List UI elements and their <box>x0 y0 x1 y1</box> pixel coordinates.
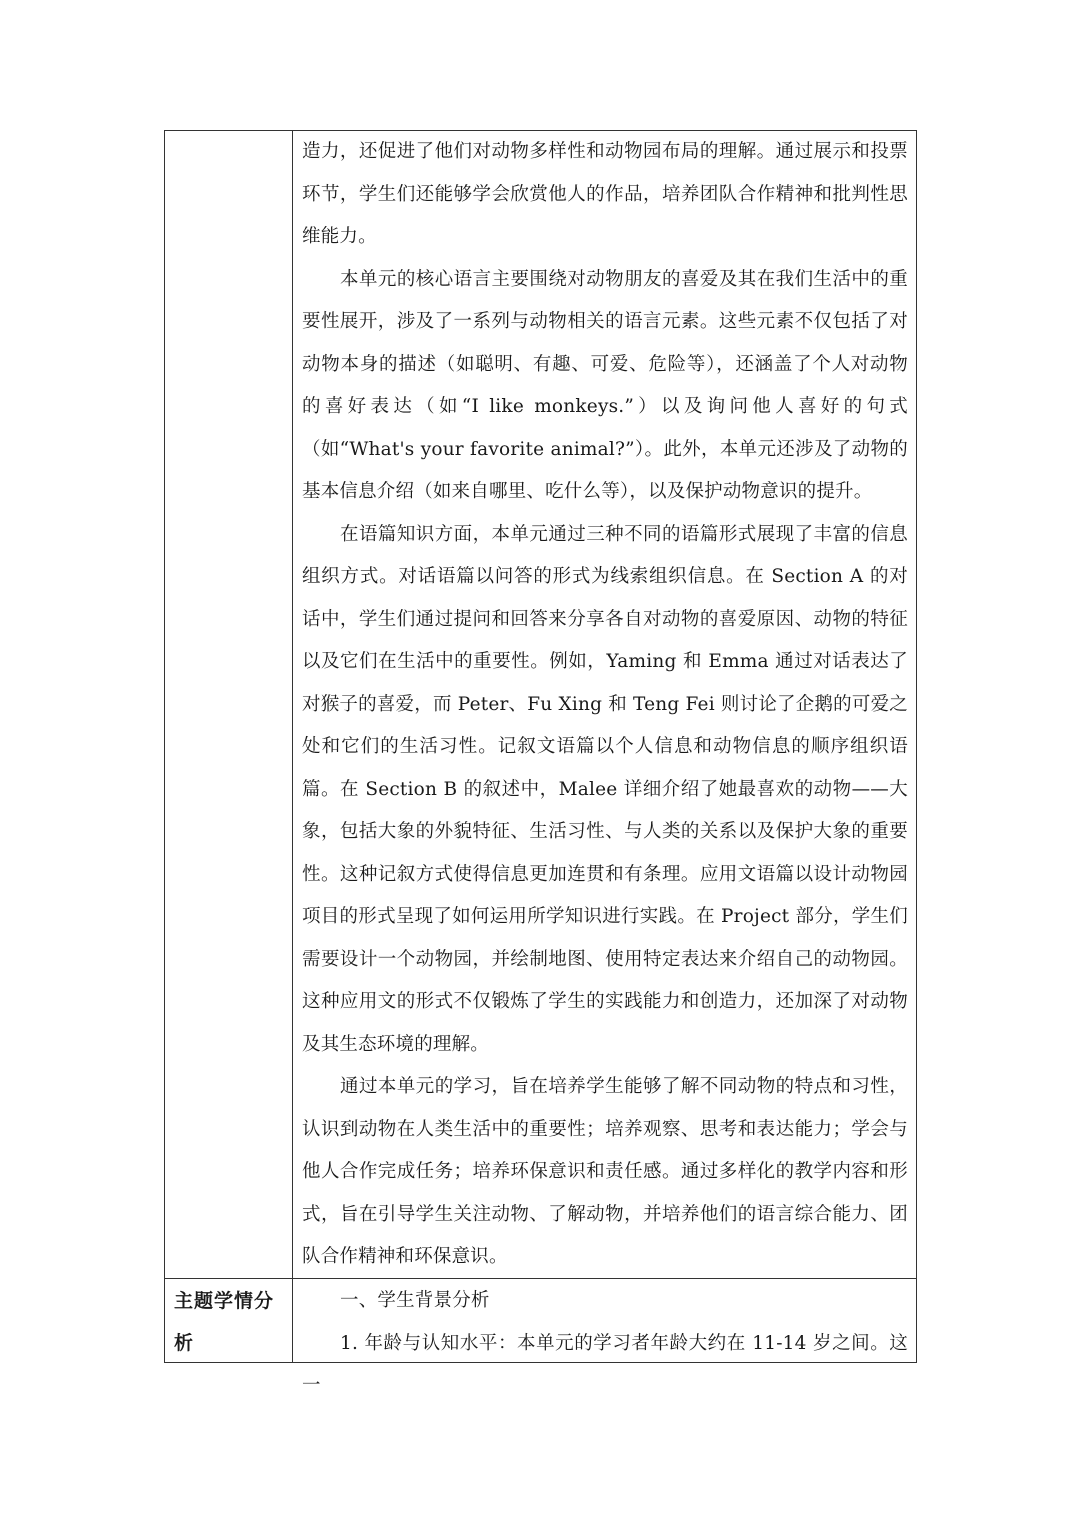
column-divider <box>292 130 293 1363</box>
row1-content-cell <box>302 131 908 1279</box>
row1-paragraph: 在语篇知识方面，本单元通过三种不同的语篇形式展现了丰富的信息组织方式。对话语篇以问答的形式为线索组织信息。在 Section A 的对话中，学生们通过提问和回答来分享各自对动物的喜爱原因、动物的特征以及它们在生活中的重要性。例如，Yaming 和 Emma 通过对话表达了对猴子的喜爱，而 Peter、Fu Xing 和 Teng Fei 则讨论了企鹅的可爱之处和它们的生活习性。记叙文语篇以个人信息和动物信息的顺序组织语篇。在 Section B 的叙述中，Malee 详细介绍了她最喜欢的动物——大象，包括大象的外貌特征、生活习性、与人类的关系以及保护大象的重要性。这种记叙方式使得信息更加连贯和有条理。应用文语篇以设计动物园项目的形式呈现了如何运用所学知识进行实践。在 Project 部分，学生们需要设计一个动物园，并绘制地图、使用特定表达来介绍自己的动物园。这种应用文的形式不仅锻炼了学生的实践能力和创造力，还加深了对动物及其生态环境的理解。 <box>302 523 908 1055</box>
row2-paragraph: 一、学生背景分析 <box>340 1290 490 1311</box>
table-border-right <box>916 130 917 1363</box>
row1-paragraph: 造力，还促进了他们对动物多样性和动物园布局的理解。通过展示和投票环节，学生们还能够学会欣赏他人的作品，培养团队合作精神和批判性思维能力。 <box>302 141 908 247</box>
row1-paragraph: 本单元的核心语言主要围绕对动物朋友的喜爱及其在我们生活中的重要性展开，涉及了一系列与动物相关的语言元素。这些元素不仅包括了对动物本身的描述（如聪明、有趣、可爱、危险等），还涵盖了个人对动物的喜好表达（如“I like monkeys.”）以及询问他人喜好的句式（如“What's your favorite animal?”）。此外，本单元还涉及了动物的基本信息介绍（如来自哪里、吃什么等），以及保护动物意识的提升。 <box>302 268 908 502</box>
row1-paragraph: 通过本单元的学习，旨在培养学生能够了解不同动物的特点和习性，认识到动物在人类生活中的重要性；培养观察、思考和表达能力；学会与他人合作完成任务；培养环保意识和责任感。通过多样化的教学内容和形式，旨在引导学生关注动物、了解动物，并培养他们的语言综合能力、团队合作精神和环保意识。 <box>302 1076 908 1267</box>
table-border-left <box>164 130 165 1363</box>
row2-paragraph: 1. 年龄与认知水平：本单元的学习者年龄大约在 11-14 岁之间。这一 <box>302 1332 908 1396</box>
analysis-table <box>164 130 917 1396</box>
row2-label: 主题学情分析 <box>174 1290 275 1354</box>
row2-content-cell <box>302 1280 908 1408</box>
